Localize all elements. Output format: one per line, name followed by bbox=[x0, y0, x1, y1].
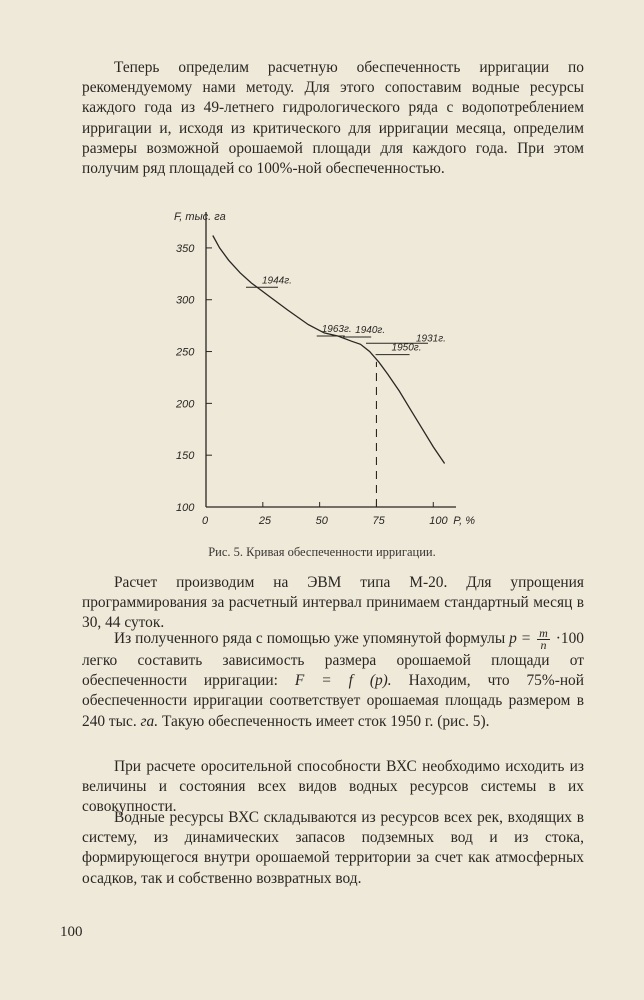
x-tick-label: 75 bbox=[372, 515, 385, 527]
x-tick-label: 0 bbox=[202, 515, 209, 527]
y-tick-label: 100 bbox=[176, 502, 195, 514]
x-axis-label: P, % bbox=[453, 515, 476, 527]
p3-text-a: Из полученного ряда с помощью уже упомянутой формулы bbox=[114, 630, 506, 648]
y-tick-label: 300 bbox=[176, 294, 195, 307]
annotation-label: 1940г. bbox=[355, 325, 386, 337]
figure-caption: Рис. 5. Кривая обеспеченности ирригации. bbox=[208, 545, 436, 559]
p3-text-b: легко составить зависимость размера орошаемой площади от обеспеченности ирригации: bbox=[82, 652, 584, 690]
paragraph-computation: Расчет производим на ЭВМ типа М-20. Для упрощения программирования за расчетный интервал принимаем стандартный месяц в 30, 44 суток. bbox=[82, 574, 584, 632]
chart-axes bbox=[174, 211, 475, 527]
x-tick-label: 50 bbox=[315, 515, 328, 527]
y-tick-label: 250 bbox=[176, 346, 195, 359]
formula-rhs: ·100 bbox=[555, 630, 584, 648]
chart-svg bbox=[160, 195, 490, 540]
page-number: 100 bbox=[60, 924, 83, 940]
formula-numerator: m bbox=[539, 626, 548, 640]
y-tick-label: 150 bbox=[176, 450, 195, 463]
p3-text-c: Находим, что 75%-ной обеспеченности ирригации соответствует орошаемая площадь размером в 240 тыс. bbox=[82, 672, 584, 730]
annotation-label: 1944г. bbox=[262, 275, 292, 287]
chart-annotations bbox=[246, 275, 446, 507]
chart-ticks bbox=[175, 243, 449, 527]
p3-text-d: Такую обеспеченность имеет сток 1950 г. (рис. 5). bbox=[161, 712, 490, 730]
y-axis-label: F, тыс. га bbox=[174, 211, 226, 223]
chart-irrigation-supply-curve bbox=[160, 195, 490, 540]
paragraph-formula bbox=[82, 628, 584, 732]
x-tick-label: 100 bbox=[429, 515, 448, 527]
x-tick-label: 25 bbox=[258, 515, 272, 527]
annotation-label: 1963г. bbox=[321, 324, 352, 335]
annotation-label: 1950г. bbox=[391, 342, 422, 354]
paragraph-water-resources: Водные ресурсы ВХС складываются из ресурсов всех рек, входящих в систему, из динамических запасов подземных вод и из стока, формирующегося внутри орошаемой территории за счет как атмосферных осадков, так и собственно возвратных вод. bbox=[82, 809, 584, 887]
paragraph-intro: Теперь определим расчетную обеспеченность ирригации по рекомендуемому нами методу. Для этого сопоставим водные ресурсы каждого года из 49-летнего гидрологического ряда с водопотреблением ирригации и, исходя из критического для ирригации месяца, определим размеры возможной орошаемой площади для каждого года. При этом получим ряд площадей со 100%-ной обеспеченностью. bbox=[82, 59, 584, 178]
y-tick-label: 350 bbox=[176, 242, 195, 255]
formula-fraction bbox=[537, 628, 550, 651]
y-tick-label: 200 bbox=[176, 398, 195, 411]
unit-ga: га. bbox=[140, 712, 159, 730]
formula-denominator: n bbox=[540, 638, 547, 652]
annotation-label: 1931г. bbox=[416, 333, 446, 345]
paragraph-system-capacity: При расчете оросительной способности ВХС необходимо исходить из величины и состояния всех видов водных ресурсов системы в их совокупности. bbox=[82, 758, 584, 816]
function-expression: F = f (p). bbox=[294, 672, 392, 690]
formula-lhs: p = bbox=[509, 630, 532, 648]
